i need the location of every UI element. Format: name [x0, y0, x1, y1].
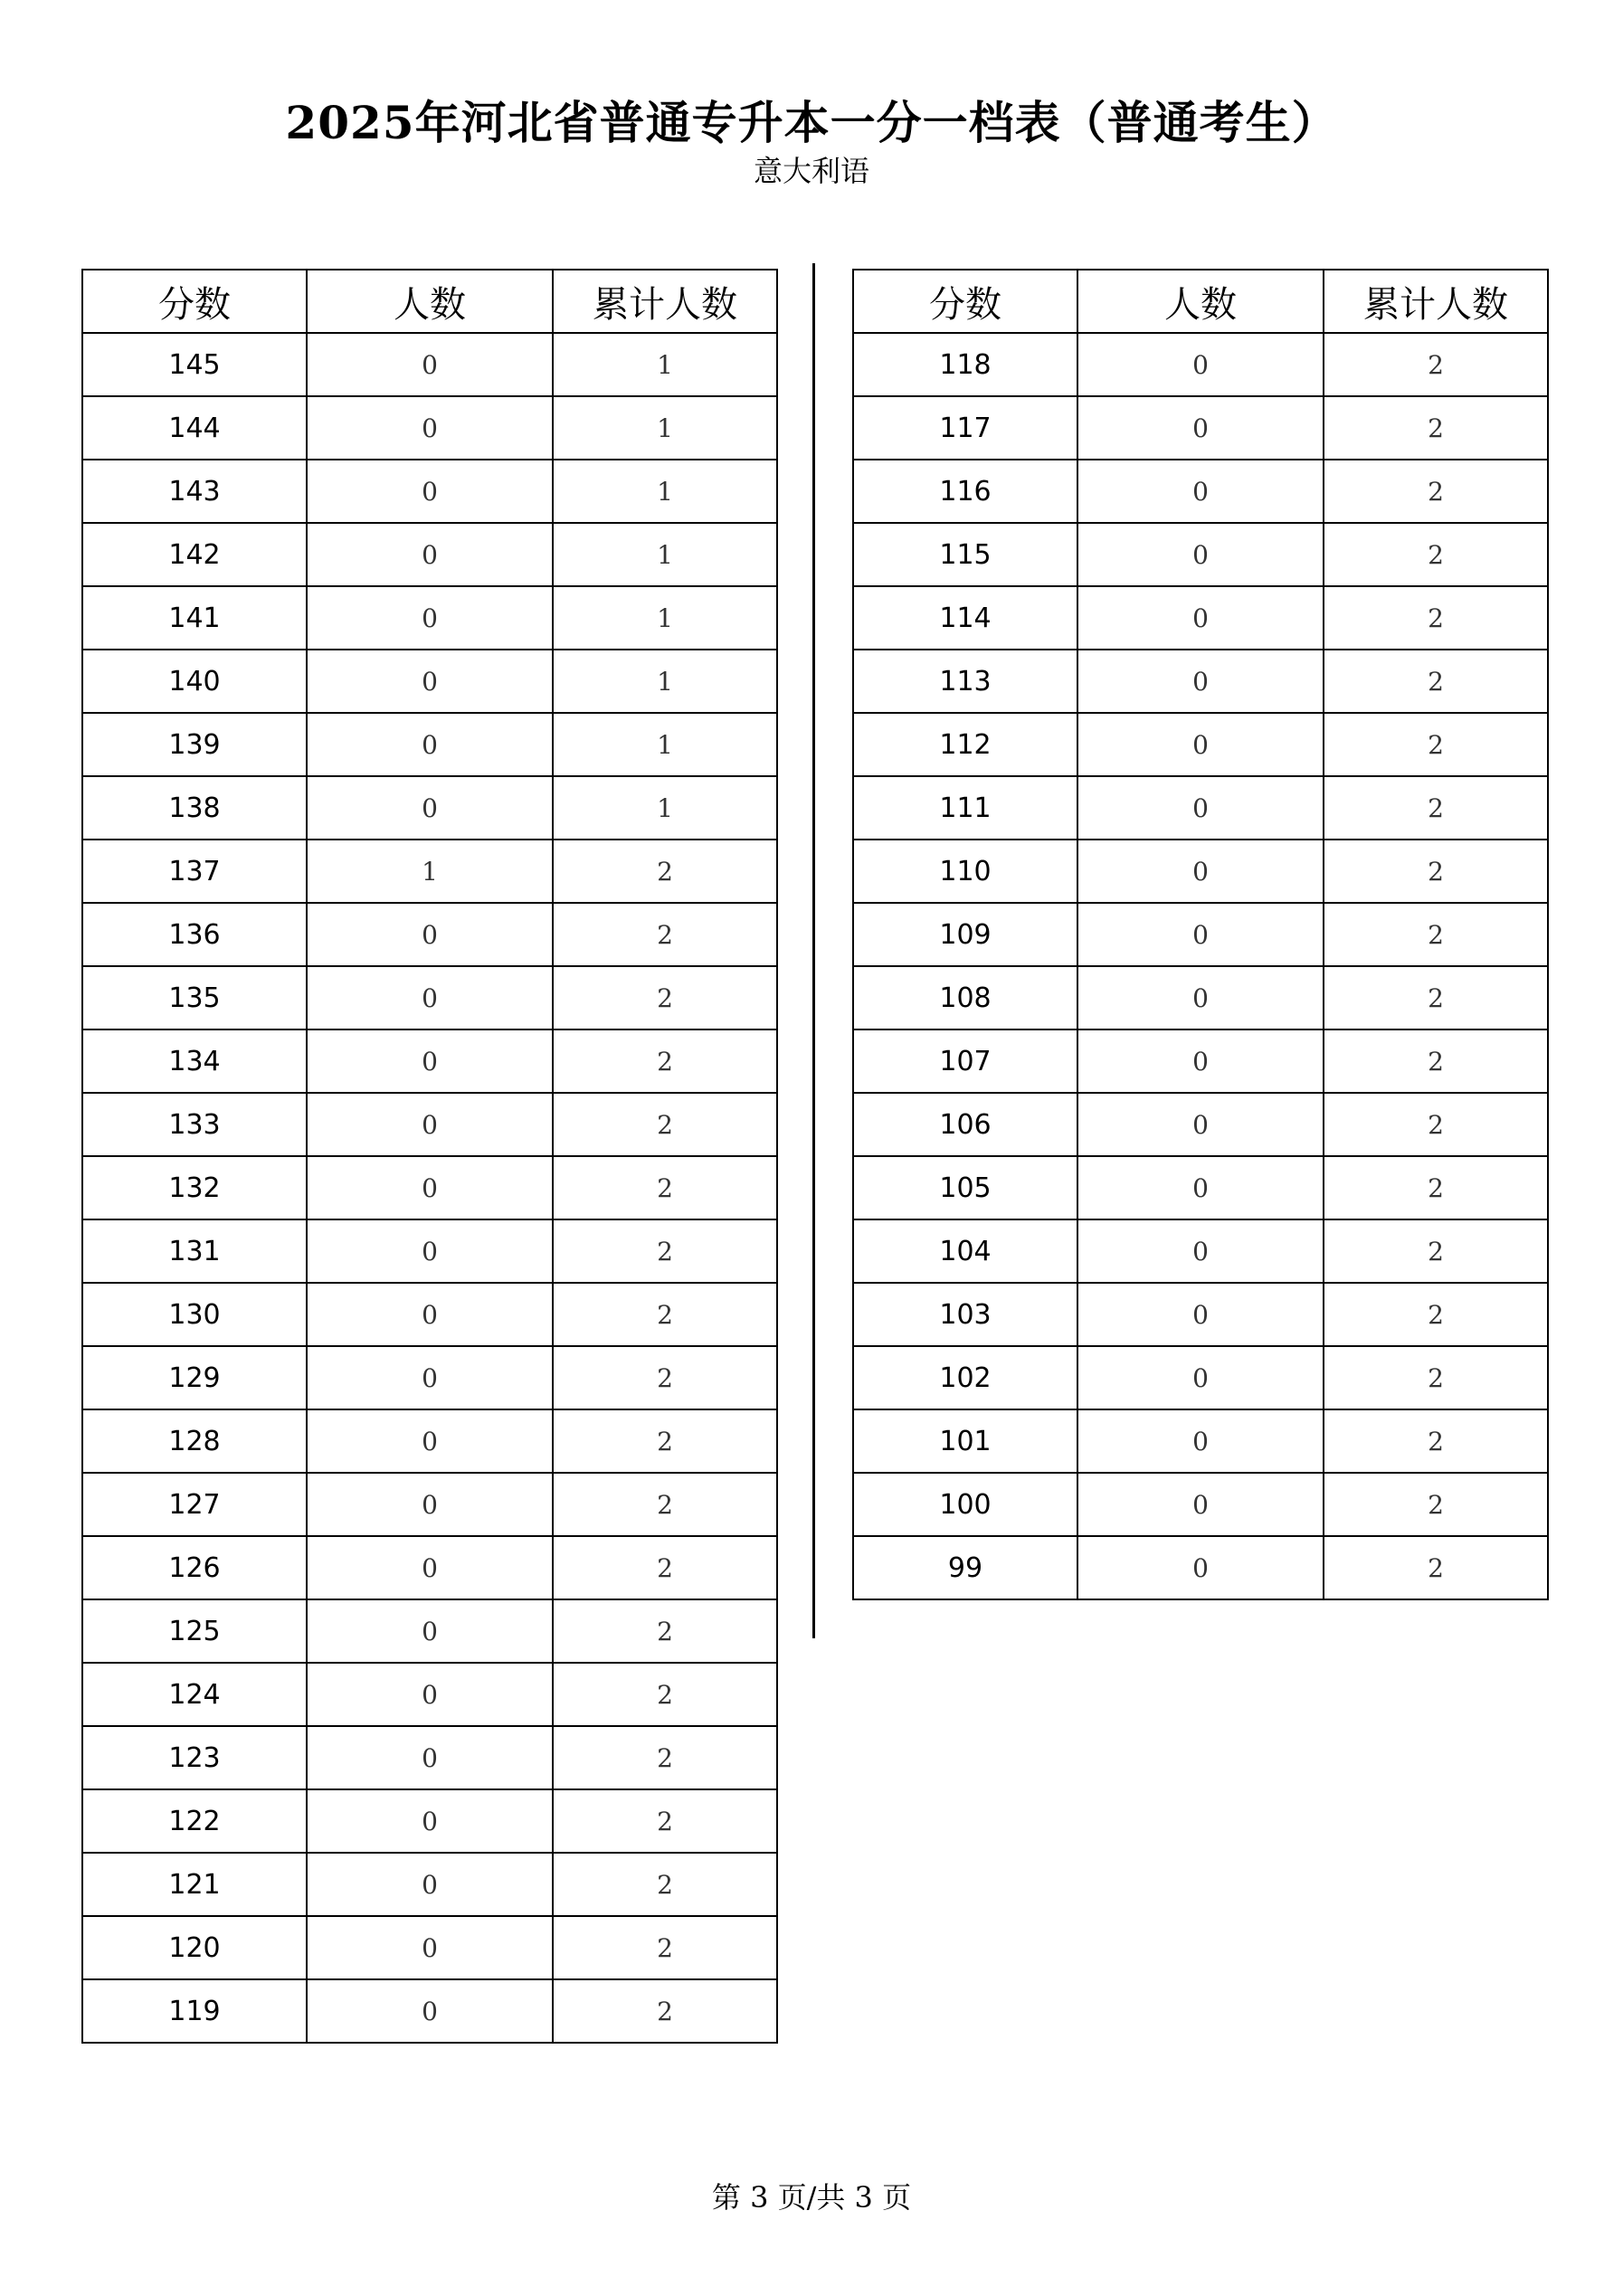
table-row [82, 523, 777, 586]
cell-score: 128 [82, 1409, 307, 1473]
cell-cumulative: 2 [1324, 523, 1548, 586]
cell-cumulative: 2 [553, 966, 777, 1029]
cell-cumulative: 2 [1324, 1283, 1548, 1346]
table-row [82, 1853, 777, 1916]
cell-cumulative: 2 [553, 903, 777, 966]
table-row [853, 1409, 1548, 1473]
table-row [82, 460, 777, 523]
cell-score: 111 [853, 776, 1077, 840]
table-row [82, 1536, 777, 1599]
cell-cumulative: 2 [1324, 776, 1548, 840]
table-row [853, 1219, 1548, 1283]
cell-score: 140 [82, 650, 307, 713]
cell-count: 0 [307, 1536, 553, 1599]
cell-score: 136 [82, 903, 307, 966]
score-table-right [852, 269, 1549, 1600]
table-row [853, 650, 1548, 713]
table-row [82, 333, 777, 396]
cell-cumulative: 2 [1324, 840, 1548, 903]
cell-score: 100 [853, 1473, 1077, 1536]
table-row [82, 1219, 777, 1283]
table-row [82, 840, 777, 903]
table-row [853, 396, 1548, 460]
cell-count: 0 [1077, 903, 1324, 966]
cell-count: 0 [307, 1283, 553, 1346]
column-divider [812, 263, 815, 1638]
cell-cumulative: 2 [1324, 586, 1548, 650]
cell-score: 110 [853, 840, 1077, 903]
table-row [82, 1726, 777, 1789]
cell-count: 0 [1077, 1473, 1324, 1536]
cell-count: 0 [1077, 1409, 1324, 1473]
cell-score: 105 [853, 1156, 1077, 1219]
cell-count: 0 [307, 903, 553, 966]
table-row [853, 713, 1548, 776]
cell-score: 132 [82, 1156, 307, 1219]
cell-cumulative: 2 [1324, 396, 1548, 460]
cell-score: 106 [853, 1093, 1077, 1156]
column-header-count: 人数 [307, 270, 553, 333]
cell-score: 144 [82, 396, 307, 460]
table-header-row [853, 270, 1548, 333]
cell-cumulative: 2 [1324, 1536, 1548, 1599]
table-row [82, 1283, 777, 1346]
cell-cumulative: 2 [553, 1093, 777, 1156]
cell-score: 124 [82, 1663, 307, 1726]
cell-score: 125 [82, 1599, 307, 1663]
cell-count: 0 [1077, 776, 1324, 840]
cell-cumulative: 2 [1324, 966, 1548, 1029]
cell-count: 0 [1077, 1156, 1324, 1219]
cell-count: 0 [1077, 1283, 1324, 1346]
column-header-score: 分数 [82, 270, 307, 333]
table-row [853, 1283, 1548, 1346]
cell-score: 107 [853, 1029, 1077, 1093]
cell-count: 0 [1077, 840, 1324, 903]
cell-cumulative: 2 [553, 1536, 777, 1599]
score-table-left [81, 269, 778, 2044]
cell-count: 0 [1077, 1219, 1324, 1283]
cell-count: 0 [1077, 966, 1324, 1029]
cell-score: 134 [82, 1029, 307, 1093]
table-row [853, 586, 1548, 650]
table-row [853, 1093, 1548, 1156]
table-row [82, 1916, 777, 1979]
cell-cumulative: 2 [553, 1473, 777, 1536]
cell-cumulative: 2 [553, 1219, 777, 1283]
cell-cumulative: 2 [1324, 460, 1548, 523]
cell-count: 0 [1077, 523, 1324, 586]
cell-score: 141 [82, 586, 307, 650]
table-row [82, 966, 777, 1029]
cell-cumulative: 2 [1324, 1093, 1548, 1156]
table-row [82, 586, 777, 650]
cell-score: 123 [82, 1726, 307, 1789]
table-row [853, 1346, 1548, 1409]
cell-score: 145 [82, 333, 307, 396]
cell-score: 121 [82, 1853, 307, 1916]
cell-cumulative: 2 [553, 1916, 777, 1979]
cell-cumulative: 2 [1324, 1156, 1548, 1219]
cell-count: 0 [1077, 713, 1324, 776]
cell-count: 0 [1077, 333, 1324, 396]
cell-score: 131 [82, 1219, 307, 1283]
cell-score: 130 [82, 1283, 307, 1346]
table-row [82, 713, 777, 776]
table-row [82, 1979, 777, 2043]
table-row [82, 1093, 777, 1156]
table-row [82, 1029, 777, 1093]
cell-cumulative: 2 [1324, 333, 1548, 396]
table-row [82, 1409, 777, 1473]
table-row [82, 1663, 777, 1726]
cell-count: 0 [1077, 460, 1324, 523]
cell-cumulative: 2 [1324, 1346, 1548, 1409]
cell-cumulative: 1 [553, 460, 777, 523]
cell-score: 109 [853, 903, 1077, 966]
table-row [82, 903, 777, 966]
cell-count: 0 [307, 396, 553, 460]
cell-score: 142 [82, 523, 307, 586]
cell-score: 101 [853, 1409, 1077, 1473]
cell-cumulative: 2 [1324, 1029, 1548, 1093]
column-header-score: 分数 [853, 270, 1077, 333]
cell-cumulative: 1 [553, 333, 777, 396]
table-row [82, 1789, 777, 1853]
cell-count: 0 [307, 1409, 553, 1473]
cell-score: 133 [82, 1093, 307, 1156]
table-row [82, 1156, 777, 1219]
cell-cumulative: 2 [553, 1346, 777, 1409]
cell-score: 115 [853, 523, 1077, 586]
table-row [82, 776, 777, 840]
cell-count: 0 [307, 713, 553, 776]
cell-count: 0 [1077, 396, 1324, 460]
table-row [853, 333, 1548, 396]
cell-cumulative: 1 [553, 650, 777, 713]
cell-count: 0 [307, 1029, 553, 1093]
page-footer: 第 3 页/共 3 页 [711, 2180, 912, 2215]
cell-count: 0 [307, 1979, 553, 2043]
cell-cumulative: 2 [553, 1029, 777, 1093]
cell-score: 103 [853, 1283, 1077, 1346]
cell-count: 0 [307, 1663, 553, 1726]
page-subtitle: 意大利语 [753, 154, 869, 188]
cell-count: 0 [307, 1156, 553, 1219]
table-row [82, 396, 777, 460]
cell-score: 138 [82, 776, 307, 840]
table-row [853, 1473, 1548, 1536]
column-header-count: 人数 [1077, 270, 1324, 333]
table-row [853, 966, 1548, 1029]
table-row [853, 1029, 1548, 1093]
table-row [853, 1156, 1548, 1219]
cell-score: 139 [82, 713, 307, 776]
table-row [853, 776, 1548, 840]
cell-score: 108 [853, 966, 1077, 1029]
cell-cumulative: 2 [1324, 1219, 1548, 1283]
cell-count: 0 [307, 523, 553, 586]
cell-count: 0 [1077, 586, 1324, 650]
cell-count: 1 [307, 840, 553, 903]
cell-score: 143 [82, 460, 307, 523]
column-header-cumulative: 累计人数 [553, 270, 777, 333]
cell-score: 126 [82, 1536, 307, 1599]
table-row [853, 1536, 1548, 1599]
cell-score: 99 [853, 1536, 1077, 1599]
cell-cumulative: 2 [553, 840, 777, 903]
table-header-row [82, 270, 777, 333]
cell-cumulative: 2 [553, 1726, 777, 1789]
column-header-cumulative: 累计人数 [1324, 270, 1548, 333]
cell-count: 0 [307, 1916, 553, 1979]
table-row [853, 460, 1548, 523]
cell-cumulative: 2 [1324, 903, 1548, 966]
cell-cumulative: 2 [553, 1663, 777, 1726]
table-row [853, 840, 1548, 903]
table-row [853, 903, 1548, 966]
table-row [82, 1599, 777, 1663]
cell-cumulative: 2 [553, 1156, 777, 1219]
cell-score: 135 [82, 966, 307, 1029]
cell-cumulative: 1 [553, 396, 777, 460]
cell-score: 116 [853, 460, 1077, 523]
cell-cumulative: 1 [553, 523, 777, 586]
cell-count: 0 [307, 1853, 553, 1916]
table-row [853, 523, 1548, 586]
cell-cumulative: 2 [553, 1283, 777, 1346]
cell-score: 137 [82, 840, 307, 903]
cell-score: 112 [853, 713, 1077, 776]
cell-cumulative: 2 [1324, 713, 1548, 776]
cell-count: 0 [307, 1219, 553, 1283]
cell-count: 0 [307, 333, 553, 396]
cell-cumulative: 2 [1324, 1409, 1548, 1473]
cell-count: 0 [307, 1093, 553, 1156]
cell-count: 0 [307, 1346, 553, 1409]
cell-cumulative: 1 [553, 713, 777, 776]
cell-count: 0 [307, 1726, 553, 1789]
cell-cumulative: 2 [553, 1409, 777, 1473]
cell-cumulative: 2 [553, 1789, 777, 1853]
cell-score: 122 [82, 1789, 307, 1853]
cell-score: 118 [853, 333, 1077, 396]
cell-score: 129 [82, 1346, 307, 1409]
cell-score: 102 [853, 1346, 1077, 1409]
cell-cumulative: 2 [553, 1599, 777, 1663]
cell-count: 0 [1077, 1093, 1324, 1156]
cell-score: 113 [853, 650, 1077, 713]
cell-count: 0 [307, 1789, 553, 1853]
cell-score: 119 [82, 1979, 307, 2043]
table-row [82, 1346, 777, 1409]
cell-score: 117 [853, 396, 1077, 460]
cell-cumulative: 2 [1324, 650, 1548, 713]
cell-count: 0 [1077, 650, 1324, 713]
cell-cumulative: 1 [553, 586, 777, 650]
cell-count: 0 [307, 776, 553, 840]
cell-count: 0 [1077, 1346, 1324, 1409]
cell-count: 0 [307, 1473, 553, 1536]
cell-score: 127 [82, 1473, 307, 1536]
cell-cumulative: 2 [1324, 1473, 1548, 1536]
cell-cumulative: 2 [553, 1979, 777, 2043]
page-title: 2025年河北省普通专升本一分一档表（普通考生） [285, 96, 1338, 149]
cell-count: 0 [1077, 1029, 1324, 1093]
cell-score: 104 [853, 1219, 1077, 1283]
table-row [82, 650, 777, 713]
cell-score: 120 [82, 1916, 307, 1979]
cell-count: 0 [307, 966, 553, 1029]
table-row [82, 1473, 777, 1536]
cell-count: 0 [307, 460, 553, 523]
cell-score: 114 [853, 586, 1077, 650]
cell-cumulative: 2 [553, 1853, 777, 1916]
cell-count: 0 [1077, 1536, 1324, 1599]
cell-cumulative: 1 [553, 776, 777, 840]
cell-count: 0 [307, 586, 553, 650]
cell-count: 0 [307, 1599, 553, 1663]
cell-count: 0 [307, 650, 553, 713]
